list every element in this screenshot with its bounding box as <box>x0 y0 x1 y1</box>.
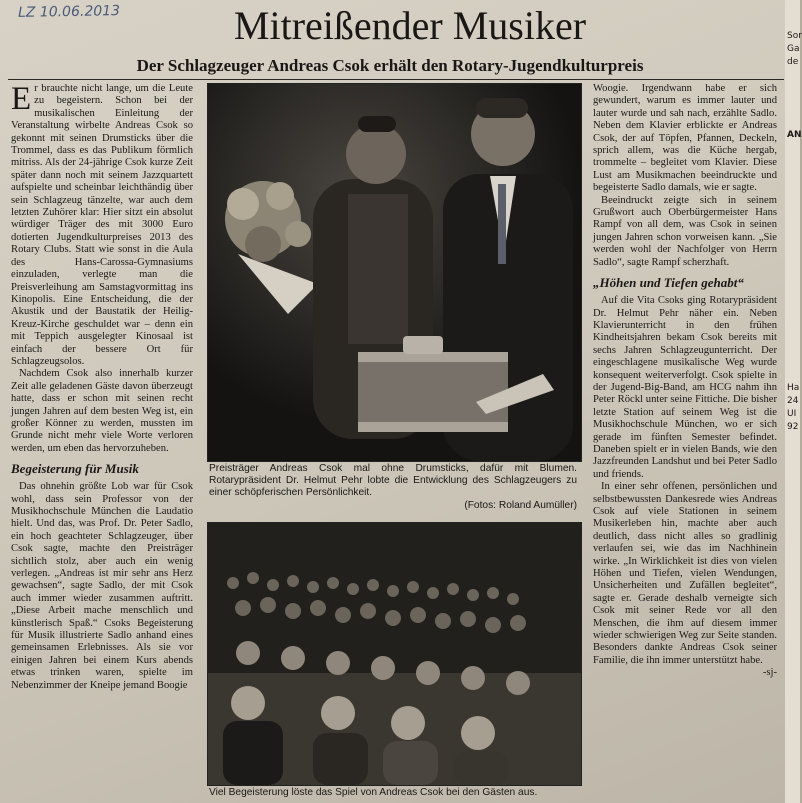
subheadline: Der Schlagzeuger Andreas Csok erhält den Rotary-Jugendkulturpreis <box>136 56 644 75</box>
photo-audience <box>207 522 582 786</box>
header-rule <box>8 79 784 80</box>
adjacent-page-strip <box>785 0 800 803</box>
handwritten-date: LZ 10.06.2013 <box>17 3 121 21</box>
audience-illustration <box>208 523 581 785</box>
headline: Mitreißender Musiker <box>233 3 587 48</box>
neighbor-fragment: 92 <box>787 422 799 432</box>
author-initials: -sj- <box>762 667 777 679</box>
photo-credit: (Fotos: Roland Aumüller) <box>464 499 577 511</box>
paragraph: Nachdem Csok also innerhalb kurzer Zeit alle geladenen Gäste davon überzeugt hatte, dass er schon mit seinen recht jungen Jahren auf dem besten Weg ist, ein großer Könner zu werden, mussten im Grunde nicht mehr viele Worte verloren werden, um eben das hervorzuheben. <box>11 368 193 454</box>
photo-caption-2: Viel Begeisterung löste das Spiel von Andreas Csok bei den Gästen aus. <box>209 787 538 798</box>
paragraph: Beeindruckt zeigte sich in seinem Grußwort auch Oberbürgermeister Hans Rampf von all dem, was Csok in seinen jungen Jahren schon vorweisen kann. „Sie werden wohl der Nachfolger von Herrn Sadlo“, sagte Rampf scherzhaft. <box>593 194 777 268</box>
neighbor-fragment: UI <box>787 409 797 419</box>
neighbor-fragment: AN <box>787 130 802 140</box>
neighbor-fragment: 24 <box>787 396 799 406</box>
paragraph: In einer sehr offenen, persönlichen und selbstbewussten Dankesrede wies Andreas Csok auf viele Stationen in seinem Musikerleben hin, machte aber auch deutlich, dass nicht alles so gradlinig verlaufen sei, wie das im Nachhinein wirke. „In Wirklichkeit ist dies von vielen Höhen und Tiefen, vielen Wendungen, Unsicherheiten und Zufällen begleitet“, sagte er. Gerade deshalb verneigte sich Csok mit seiner Rede vor all den Menschen, die ihm auf diesem immer wieder schwierigen Weg zur Seite standen. Besonders dankte Andreas Csok seiner Familie, die ihn immer unterstützt habe. <box>593 481 777 666</box>
photo-caption-1: Preisträger Andreas Csok mal ohne Drumsticks, dafür mit Blumen. Rotarypräsident Dr. Helmut Pehr lobte die Entwicklung des Schlagzeugers zu einer schöpferischen Persönlichkeit. (Fotos: Roland Aumüller) <box>209 463 577 511</box>
neighbor-fragment: de <box>787 57 799 67</box>
subheading-hoehen-tiefen: „Höhen und Tiefen gehabt“ <box>593 275 744 291</box>
photo-illustration <box>208 84 581 461</box>
paragraph: Er brauchte nicht lange, um die Leute zu begeistern. Schon bei der musikalischen Einleitung der Veranstaltung wirbelte Andreas Csok so gekonnt mit seinen Drumsticks über die Trommel, dass es das Publikum förmlich mitriss. Als der 24-jährige Csok kurze Zeit später dann noch mit seinem Jazzquartett aufspielte und scheinbar leichthändig über sein Schlagzeug tänzelte, war auch dem letzten Zuhörer klar: Hier sitzt ein absolut würdiger Träger des mit 3000 Euro dotierten Jugendkulturpreises 2013 des Rotary Clubs. Statt wie sonst in die Aula des Hans-Carossa-Gymnasiums einzuladen, verlegte man die Preisverleihung am Samstagvormittag ins Kinopolis. Eine Entscheidung, die der Akustik und der Baustatik der Heilig-Kreuz-Kirche geschuldet war – denn ein mit Teppich ausgelegter Kinosaal ist einfach der bessere Ort für Schlagzeugsolos. <box>11 81 193 367</box>
dropcap: E <box>11 81 32 117</box>
article-column-1 <box>11 83 193 692</box>
article-column-3 <box>593 83 777 680</box>
neighbor-fragment: Ha <box>787 383 800 393</box>
neighbor-fragment: Sor <box>787 31 802 41</box>
subheading-begeisterung: Begeisterung für Musik <box>11 461 139 477</box>
photo-award-presentation <box>207 83 582 462</box>
paragraph: Das ohnehin größte Lob war für Csok wohl, dass sein Professor von der Musikhochschule München die Laudatio hielt. Und das, was Prof. Dr. Peter Sadlo, ein hoch geachteter Schlagzeuger, über Csok sagte, machte den Preisträger sichtlich stolz, aber auch ein wenig verlegen. „Andreas ist mir sehr ans Herz gewachsen“, sagte Sadlo, der mit Csok auch immer wieder zusammen auftritt. „Diese Arbeit mache menschlich und künstlerisch Spaß.“ Csoks Begeisterung für Musik illustrierte Sadlo anhand eines gemeinsamen Erlebnisses. Als sie vor einigen Jahren bei einem Kurs abends etwas trinken waren, spielte im Nebenzimmer der Kneipe jemand Boogie <box>11 481 193 691</box>
neighbor-fragment: Ga <box>787 44 800 54</box>
paragraph: Woogie. Irgendwann habe er sich gewundert, warum es immer lauter und lauter wurde und sah nach, erzählte Sadlo. Neben dem Klavier erblickte er Andreas Csok, der auf Töpfen, Pfannen, Deckeln, sprich allem, was die Küche hergab, trommelte – begleitet vom Klavier. Diese Lust am Musikmachen beeindruckte und begeisterte Sadlo damals, wie er sagte. <box>593 83 777 194</box>
paragraph: Auf die Vita Csoks ging Rotarypräsident Dr. Helmut Pehr näher ein. Neben Klavierunterricht in den frühen Kindheitsjahren bekam Csok bereits mit sechs Jahren Schlagzeugunterricht. Der eingeschlagene musikalische Weg wurde konsequent weiterverfolgt. Csok spielte in der Jugend-Big-Band, am HCG nahm ihn Peter Röckl unter seine Fittiche. Die bisher letzte Station auf seinem Weg ist die Musikhochschule München, wo er sich gerade im fünften Semester befindet. Daneben spielt er in vielen Bands, wie den Jazzfreunden Landshut und bei Peter Sadlo und friends. <box>593 295 777 480</box>
